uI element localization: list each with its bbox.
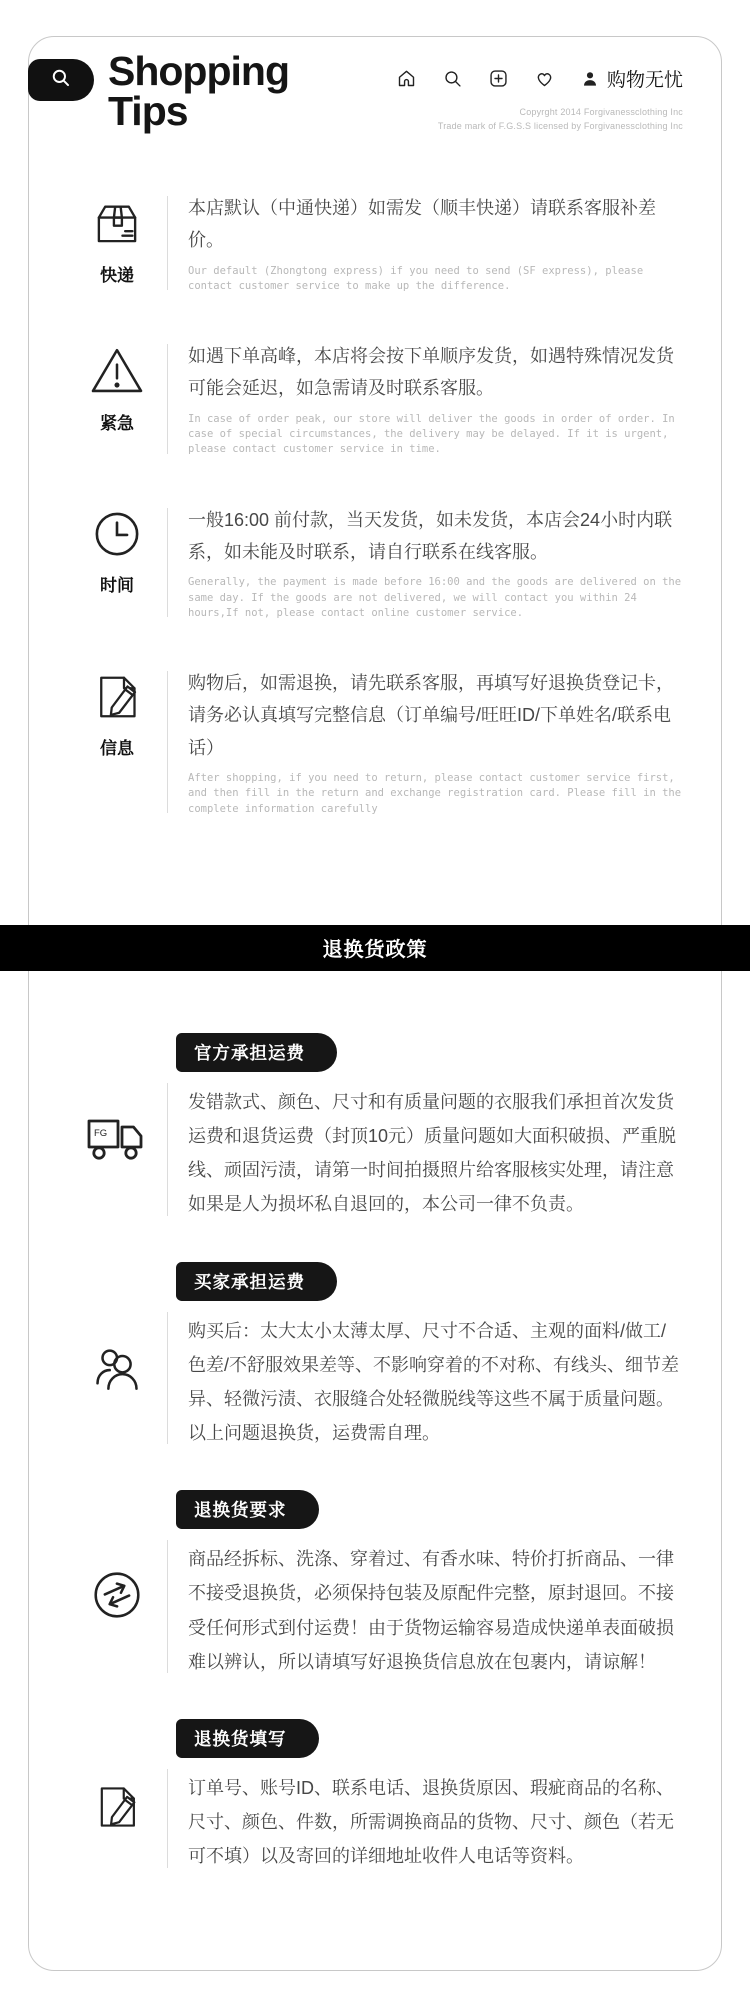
- tip-text-zh: 购物后，如需退换，请先联系客服，再填写好退换货登记卡，请务必认真填写完整信息（订单编号/旺旺ID/下单姓名/联系电话）: [188, 672, 674, 758]
- policy-tag: 退换货填写: [176, 1719, 319, 1758]
- tip-info: [67, 667, 683, 817]
- user-icon: [580, 69, 600, 89]
- policy-tag: 买家承担运费: [176, 1262, 337, 1301]
- logo-line-2: Tips: [108, 88, 188, 135]
- copyright-line-2: Trade mark of F.G.S.S licensed by Forgivanessclothing Inc: [437, 120, 683, 131]
- tip-label: 快递: [100, 265, 134, 285]
- policies-list: [67, 1033, 683, 1874]
- divider: [167, 671, 168, 813]
- policy-official-freight: [67, 1033, 683, 1222]
- header: [67, 48, 683, 135]
- policy-tag: 退换货要求: [176, 1490, 319, 1529]
- tip-time: [67, 504, 683, 621]
- policy-return-form: [67, 1719, 683, 1874]
- exchange-arrows-icon: [88, 1566, 146, 1629]
- tip-label: 信息: [100, 738, 134, 758]
- edit-note-icon: [90, 1780, 144, 1839]
- tip-express: [67, 192, 683, 294]
- truck-label: FG: [94, 1127, 108, 1139]
- divider: [167, 1312, 168, 1445]
- policy-text: 商品经拆标、洗涤、穿着过、有香水味、特价打折商品、一律不接受退换货，必须保持包装及原配件完整，原封退回。不接受任何形式到付运费！由于货物运输容易造成快递单表面破损难以辨认，所以请填写好退换货信息放在包裹内，请谅解！: [188, 1549, 674, 1672]
- account-label: 购物无忧: [606, 70, 683, 91]
- people-icon: [88, 1337, 146, 1400]
- tip-text-en: In case of order peak, our store will deliver the goods in order of order. In case of special circumstances, the delivery may be delayed. If it is urgent, please contact customer service in time.: [188, 412, 675, 456]
- tip-text-en: Generally, the payment is made before 16:00 and the goods are delivered on the same day. If the goods are not delivered, we will contact you within 24 hours,If not, please contact online customer service.: [188, 576, 682, 619]
- tip-label: 紧急: [100, 414, 134, 434]
- tip-text-en: After shopping, if you need to return, please contact customer service first, and then fill in the return and exchange registration card. Please fill in the complete information carefully: [188, 772, 682, 815]
- divider: [167, 508, 168, 617]
- tip-text-zh: 如遇下单高峰，本店将会按下单顺序发货，如遇特殊情况发货可能会延迟，如急需请及时联系客服。: [188, 346, 674, 399]
- alert-triangle-icon: [88, 342, 146, 400]
- policy-buyer-freight: [67, 1262, 683, 1451]
- tip-text-en: Our default (Zhongtong express) if you need to send (SF express), please contact customer service to make up the difference.: [188, 264, 644, 292]
- policy-text: 购买后：太大太小太薄太厚、尺寸不合适、主观的面料/做工/色差/不舒服效果差等、不影响穿着的不对称、有线头、细节差异、轻微污渍、衣服缝合处轻微脱线等这些不属于质量问题。以上问题退换货，运费需自理。: [188, 1320, 679, 1444]
- tip-label: 时间: [100, 575, 134, 595]
- policy-text: 订单号、账号ID、联系电话、退换货原因、瑕疵商品的名称、尺寸、颜色、件数，所需调换商品的货物、尺寸、颜色（若无可不填）以及寄回的详细地址收件人电话等资料。: [188, 1778, 674, 1867]
- copyright-line-1: Copyrght 2014 Forgivanessclothing Inc: [519, 107, 683, 117]
- tip-text-zh: 本店默认（中通快递）如需发（顺丰快递）请联系客服补差价。: [188, 197, 656, 251]
- heart-icon[interactable]: [534, 68, 555, 89]
- tips-list: [67, 192, 683, 817]
- search-icon[interactable]: [442, 68, 463, 89]
- divider: [167, 1540, 168, 1673]
- package-icon: [88, 194, 146, 252]
- account-menu[interactable]: [580, 65, 683, 92]
- clock-icon: [89, 506, 145, 562]
- header-right: [396, 51, 683, 134]
- logo: [67, 48, 396, 135]
- tip-urgent: [67, 340, 683, 457]
- policy-tag: 官方承担运费: [176, 1033, 337, 1072]
- copyright: [438, 106, 683, 134]
- policy-text: 发错款式、颜色、尺寸和有质量问题的衣服我们承担首次发货运费和退货运费（封顶10元）质量问题如大面积破损、严重脱线、顽固污渍，请第一时间拍摄照片给客服核实处理，请注意如果是人为损坏私自退回的，本公司一律不负责。: [188, 1091, 677, 1215]
- home-icon[interactable]: [396, 68, 417, 89]
- search-icon: [48, 65, 74, 96]
- divider: [167, 196, 168, 290]
- logo-line-1: Shopping: [108, 48, 290, 94]
- tip-text-zh: 一般16:00 前付款，当天发货，如未发货，本店会24小时内联系，如未能及时联系，请自行联系在线客服。: [188, 509, 673, 562]
- divider: [167, 1769, 168, 1868]
- banner-title: 退换货政策: [322, 939, 428, 962]
- add-post-icon[interactable]: [488, 68, 509, 89]
- page-title: [108, 48, 290, 135]
- edit-note-icon: [89, 669, 145, 725]
- truck-icon: [85, 1111, 149, 1170]
- policy-return-requirements: [67, 1490, 683, 1679]
- nav-icons: [396, 65, 683, 92]
- search-pill[interactable]: [28, 59, 94, 101]
- divider: [167, 1083, 168, 1216]
- shopping-tips-card: [28, 36, 722, 1971]
- divider: [167, 344, 168, 453]
- return-policy-banner: [0, 925, 750, 971]
